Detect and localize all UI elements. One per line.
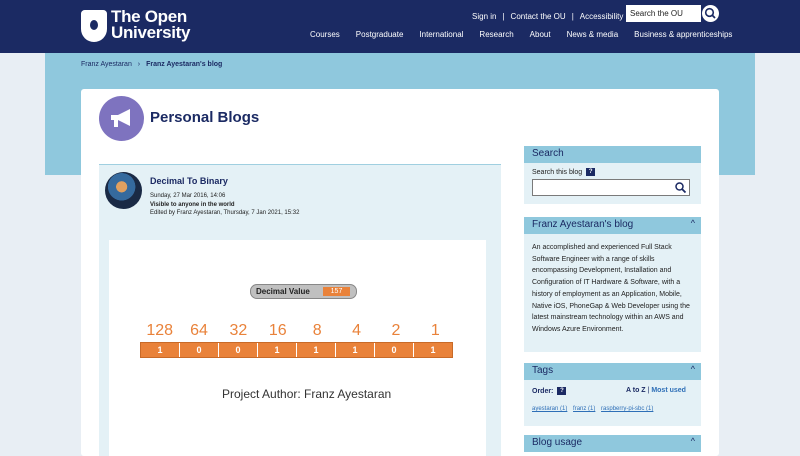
bit-cell: 0	[219, 343, 258, 357]
project-author: Project Author: Franz Ayestaran	[222, 387, 392, 401]
nav-international[interactable]: International	[419, 30, 464, 39]
tag-list	[532, 406, 657, 412]
post-date: Sunday, 27 Mar 2016, 14:06	[150, 193, 226, 199]
search-icon	[702, 5, 719, 22]
chevron-right-icon: ›	[137, 61, 141, 68]
main-nav	[310, 30, 732, 39]
accessibility-link[interactable]: Accessibility	[579, 11, 624, 21]
bit-weight: 4	[352, 322, 362, 339]
help-icon[interactable]: ?	[557, 387, 566, 395]
post-edited: Edited by Franz Ayestaran, Thursday, 7 Jan 2021, 15:32	[150, 210, 300, 216]
collapse-caret-icon[interactable]: ^	[690, 218, 695, 228]
divider: |	[502, 11, 505, 21]
bit-weight: 64	[190, 322, 208, 339]
utility-links	[472, 9, 623, 23]
nav-postgraduate[interactable]: Postgraduate	[355, 30, 404, 39]
sign-in-link[interactable]: Sign in	[472, 11, 497, 21]
usage-heading-text: Blog usage	[532, 437, 583, 448]
search-panel-heading	[524, 146, 701, 163]
bit-weight: 128	[146, 322, 174, 339]
bit-weight: 2	[391, 322, 401, 339]
breadcrumb	[81, 61, 222, 68]
blog-heading-text: Franz Ayestaran's blog	[532, 219, 634, 230]
nav-research[interactable]: Research	[479, 30, 514, 39]
bit-values	[140, 342, 453, 358]
nav-courses[interactable]: Courses	[310, 30, 340, 39]
decimal-label: Decimal Value	[256, 287, 310, 296]
bit-cell: 1	[297, 343, 336, 357]
help-icon[interactable]: ?	[586, 168, 595, 176]
page-title: Personal Blogs	[150, 109, 260, 126]
collapse-caret-icon[interactable]: ^	[690, 364, 695, 374]
nav-news-media[interactable]: News & media	[566, 30, 619, 39]
decimal-value: 157	[323, 287, 350, 296]
usage-panel-heading[interactable]	[524, 435, 701, 452]
order-label: Order: ?	[532, 387, 566, 395]
bit-weight: 32	[229, 322, 248, 339]
bit-weights	[140, 322, 455, 340]
site-search-input[interactable]: Search the OU	[626, 5, 701, 22]
bit-weight: 8	[312, 322, 322, 339]
tag-sort	[626, 387, 686, 394]
site-search-button[interactable]	[702, 5, 719, 22]
collapse-caret-icon[interactable]: ^	[690, 436, 695, 446]
bit-cell: 0	[180, 343, 219, 357]
tags-panel-heading[interactable]	[524, 363, 701, 380]
megaphone-icon	[99, 96, 144, 141]
author-avatar[interactable]	[105, 172, 142, 209]
search-icon	[674, 181, 687, 194]
post-visibility: Visible to anyone in the world	[150, 201, 235, 208]
bit-cell: 1	[336, 343, 375, 357]
ou-shield-icon	[81, 10, 107, 42]
sort-most-used[interactable]: Most used	[651, 387, 686, 394]
bit-cell: 1	[430, 345, 436, 355]
tag-link[interactable]: raspberry-pi-sbc (1)	[601, 406, 654, 412]
search-heading-text: Search	[532, 148, 564, 159]
post-title[interactable]: Decimal To Binary	[150, 176, 228, 186]
nav-about[interactable]: About	[529, 30, 551, 39]
blog-search-button[interactable]	[674, 181, 687, 199]
blog-about-text: An accomplished and experienced Full Stack Software Engineer with a range of skills encompassing Development, Installation and Configuration of IT Hardware & Software, with a history of employment as an Application, Mobile, Native iOS, PhoneGap & Web Developer using the latest mainstream technology within an AWS and Windows Azure Environment.	[532, 244, 690, 333]
tag-link[interactable]: franz (1)	[573, 406, 596, 412]
bit-weight: 16	[268, 322, 287, 339]
sort-a-to-z[interactable]: A to Z	[626, 387, 646, 394]
site-header	[0, 0, 800, 53]
tag-link[interactable]: ayestaran (1)	[532, 406, 568, 412]
sort-divider: |	[647, 387, 650, 394]
search-blog-label: Search this blog ?	[532, 168, 595, 176]
nav-business[interactable]: Business & apprenticeships	[634, 30, 733, 39]
bit-cell: 1	[258, 343, 297, 357]
divider: |	[571, 11, 574, 21]
logo-text: The Open University	[111, 7, 191, 42]
ou-logo[interactable]	[81, 7, 191, 44]
bit-cell: 1	[141, 343, 180, 357]
tags-heading-text: Tags	[532, 365, 554, 376]
bit-weight: 1	[430, 322, 440, 339]
blog-panel-heading[interactable]	[524, 217, 701, 234]
blog-search-input[interactable]	[532, 179, 690, 196]
post-meta	[150, 192, 299, 218]
decimal-value-pill	[250, 284, 357, 299]
bit-cell: 0	[375, 343, 414, 357]
breadcrumb-parent[interactable]: Franz Ayestaran	[81, 61, 132, 68]
breadcrumb-current[interactable]: Franz Ayestaran's blog	[146, 61, 223, 68]
contact-link[interactable]: Contact the OU	[510, 11, 566, 21]
